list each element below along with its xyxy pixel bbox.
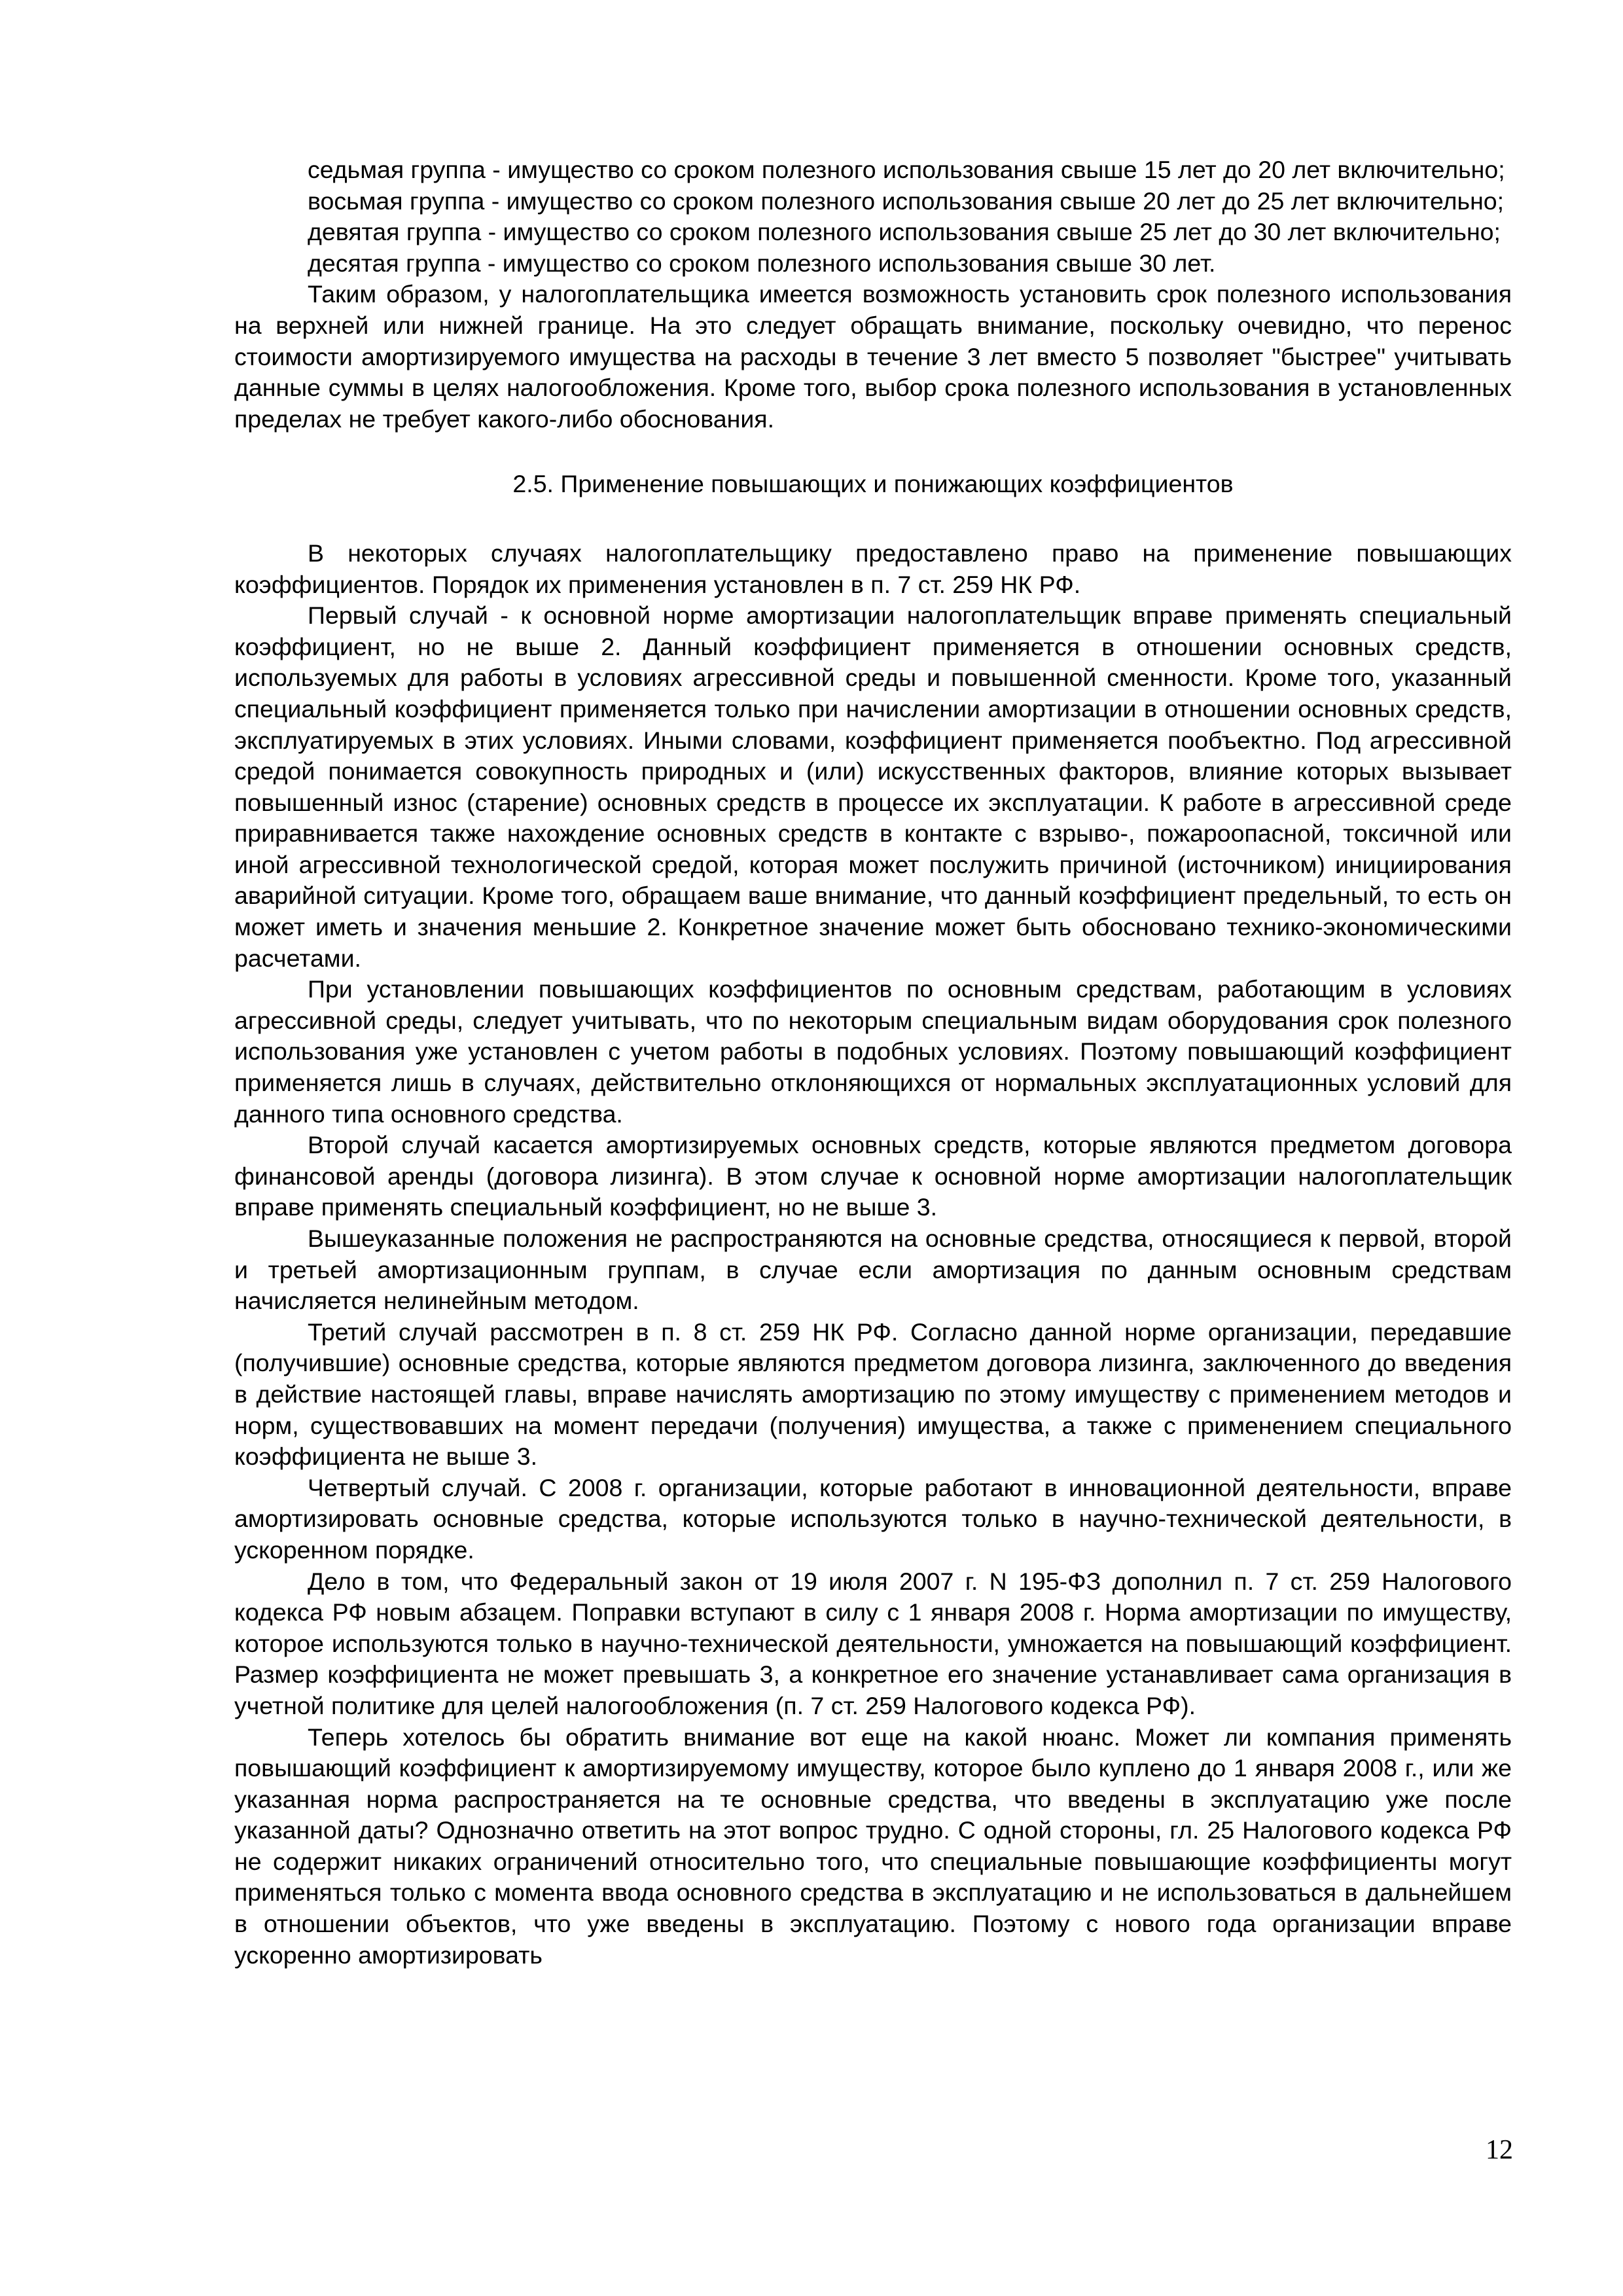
- paragraph-group-8: восьмая группа - имущество со сроком полезного использования свыше 20 лет до 25 лет включительно;: [308, 187, 1505, 215]
- document-page: [234, 154, 1512, 1971]
- paragraph-case-3: Третий случай рассмотрен в п. 8 ст. 259 НК РФ. Согласно данной норме организации, передавшие (получившие) основные средства, которые являются предметом договора лизинга, заключенного до введения в действие настоящей главы, вправе начислять амортизацию по этому имуществу с применением методов и норм, существовавших на момент передачи (получения) имущества, а также с применением специального коэффициента не выше 3.: [234, 1318, 1512, 1471]
- paragraph-nuance: Теперь хотелось бы обратить внимание вот еще на какой нюанс. Может ли компания применять повышающий коэффициент к амортизируемому имуществу, которое было куплено до 1 января 2008 г., или же указанная норма распространяется на те основные средства, что введены в эксплуатацию уже после указанной даты? Однозначно ответить на этот вопрос трудно. С одной стороны, гл. 25 Налогового кодекса РФ не содержит никаких ограничений относительно того, что специальные повышающие коэффициенты могут применяться только с момента ввода основного средства в эксплуатацию и не использоваться в дальнейшем в отношении объектов, что уже введены в эксплуатацию. Поэтому с нового года организации вправе ускоренно амортизировать: [234, 1723, 1512, 1969]
- paragraph-federal-law: Дело в том, что Федеральный закон от 19 июля 2007 г. N 195-ФЗ дополнил п. 7 ст. 259 Налогового кодекса РФ новым абзацем. Поправки вступают в силу с 1 января 2008 г. Норма амортизации по имуществу, которое используются только в научно-технической деятельности, умножается на повышающий коэффициент. Размер коэффициента не может превышать 3, а конкретное его значение устанавливает сама организация в учетной политике для целей налогообложения (п. 7 ст. 259 Налогового кодекса РФ).: [234, 1567, 1512, 1719]
- paragraph-case-4: Четвертый случай. С 2008 г. организации, которые работают в инновационной деятельности, вправе амортизировать основные средства, которые используются только в научно-технической деятельности, в ускоренном порядке.: [234, 1473, 1512, 1564]
- paragraph-group-10: десятая группа - имущество со сроком полезного использования свыше 30 лет.: [308, 249, 1216, 277]
- paragraph-case-1: Первый случай - к основной норме амортизации налогоплательщик вправе применять специальный коэффициент, но не выше 2. Данный коэффициент применяется в отношении основных средств, используемых для работы в условиях агрессивной среды и повышенной сменности. Кроме того, указанный специальный коэффициент применяется только при начислении амортизации в отношении основных средств, эксплуатируемых в этих условиях. Иными словами, коэффициент применяется пообъектно. Под агрессивной средой понимается совокупность природных и (или) искусственных факторов, влияние которых вызывает повышенный износ (старение) основных средств в процессе их эксплуатации. К работе в агрессивной среде приравнивается также нахождение основных средств в контакте с взрыво-, пожароопасной, токсичной или иной агрессивной технологической средой, которая может послужить причиной (источником) инициирования аварийной ситуации. Кроме того, обращаем ваше внимание, что данный коэффициент предельный, то есть он может иметь и значения меньшие 2. Конкретное значение может быть обосновано технико-экономическими расчетами.: [234, 601, 1512, 972]
- paragraph-group-9: девятая группа - имущество со сроком полезного использования свыше 25 лет до 30 лет включительно;: [308, 218, 1501, 246]
- paragraph-group-7: седьмая группа - имущество со сроком полезного использования свыше 15 лет до 20 лет включительно;: [308, 156, 1505, 183]
- page-number: 12: [1486, 2135, 1513, 2165]
- section-heading: 2.5. Применение повышающих и понижающих коэффициентов: [512, 470, 1234, 498]
- paragraph-case-2: Второй случай касается амортизируемых основных средств, которые являются предметом договора финансовой аренды (договора лизинга). В этом случае к основной норме амортизации налогоплательщик вправе применять специальный коэффициент, но не выше 3.: [234, 1131, 1512, 1221]
- paragraph-summary: Таким образом, у налогоплательщика имеется возможность установить срок полезного использования на верхней или нижней границе. На это следует обращать внимание, поскольку очевидно, что перенос стоимости амортизируемого имущества на расходы в течение 3 лет вместо 5 позволяет "быстрее" учитывать данные суммы в целях налогообложения. Кроме того, выбор срока полезного использования в установленных пределах не требует какого-либо обоснования.: [234, 280, 1512, 433]
- paragraph-aggressive-env: При установлении повышающих коэффициентов по основным средствам, работающим в условиях агрессивной среды, следует учитывать, что по некоторым специальным видам оборудования срок полезного использования уже установлен с учетом работы в подобных условиях. Поэтому повышающий коэффициент применяется лишь в случаях, действительно отклоняющихся от нормальных эксплуатационных условий для данного типа основного средства.: [234, 975, 1512, 1128]
- paragraph-exceptions: Вышеуказанные положения не распространяются на основные средства, относящиеся к первой, второй и третьей амортизационным группам, в случае если амортизация по данным основным средствам начисляется нелинейным методом.: [234, 1225, 1512, 1315]
- paragraph-intro: В некоторых случаях налогоплательщику предоставлено право на применение повышающих коэффициентов. Порядок их применения установлен в п. 7 ст. 259 НК РФ.: [234, 539, 1512, 598]
